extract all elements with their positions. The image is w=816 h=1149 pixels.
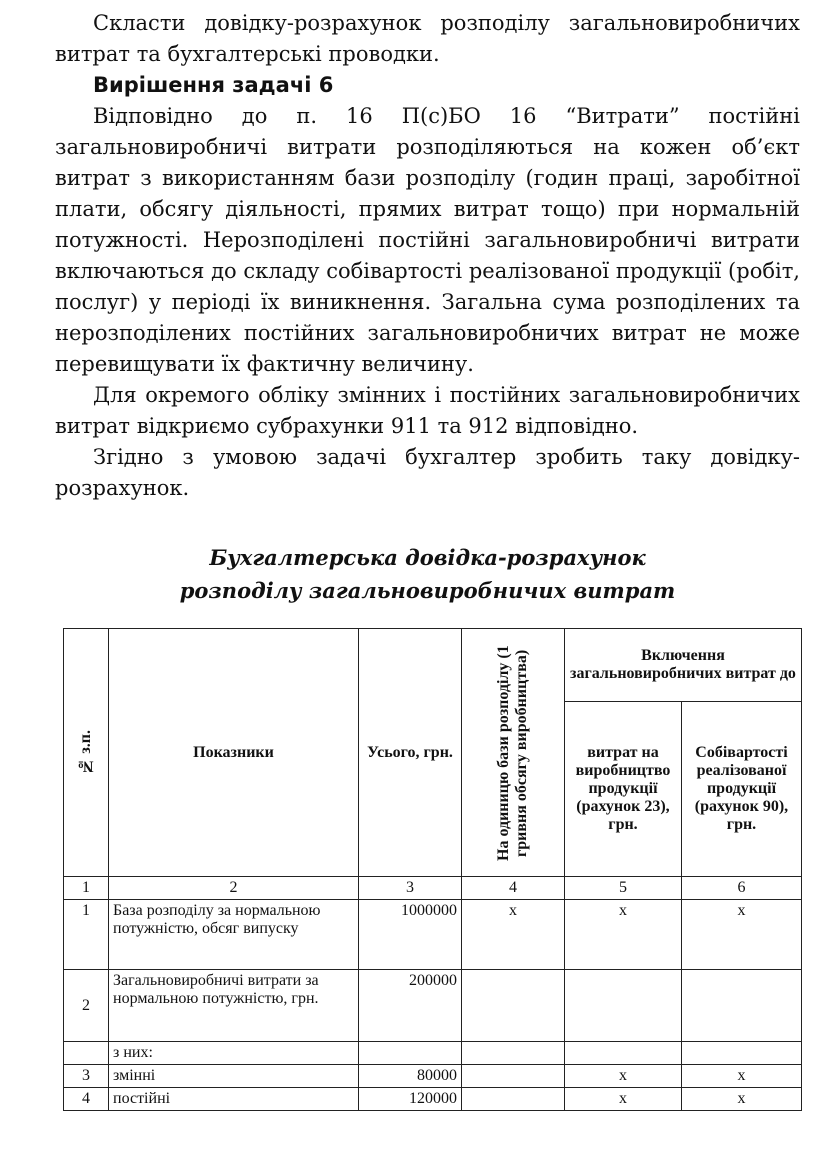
- allocation-table: [63, 628, 802, 1111]
- header-total: Усього, грн.: [359, 629, 462, 877]
- solution-heading: Вирішення задачі 6: [93, 73, 334, 97]
- paragraph-3: Згідно з умовою задачі бухгалтер зробить таку довідку-розрахунок.: [55, 445, 800, 500]
- caption-line-1: Бухгалтерська довідка-розрахунок: [209, 545, 646, 570]
- table-row: 3 змінні 80000 х х: [64, 1065, 802, 1088]
- header-indicators: Показники: [109, 629, 359, 877]
- paragraph-1: Відповідно до п. 16 П(с)БО 16 “Витрати” постійні загальновиробничі витрати розподіляються на кожен об’єкт витрат з використанням бази розподілу (годин праці, заробітної плати, обсягу діяльності, прямих витрат тощо) при нормальній потужності. Нерозподілені постійні загальновиробничі витрати включаються до складу собівартості реалізованої продукції (робіт, послуг) у періоді їх виникнення. Загальна сума розподілених та нерозподілених постійних загальновиробничих витрат не може перевищувати їх фактичну величину.: [55, 104, 800, 376]
- header-costs-23: витрат на виробництво продукції (рахунок 23), грн.: [565, 702, 682, 877]
- table-row: 2 Загальновиробничі витрати за нормальною потужністю, грн. 200000: [64, 970, 802, 1042]
- table-row: 4 постійні 120000 х х: [64, 1088, 802, 1111]
- header-per-unit: На одиницю бази розподілу (1 гривня обсягу виробництва): [462, 629, 565, 877]
- caption-line-2: розподілу загальновиробничих витрат: [179, 578, 676, 603]
- task-statement: Скласти довідку-розрахунок розподілу загальновиробничих витрат та бухгалтерські проводки.: [55, 11, 800, 66]
- table-row: з них:: [64, 1042, 802, 1065]
- column-number-row: 1 2 3 4 5 6: [64, 877, 802, 900]
- paragraph-2: Для окремого обліку змінних і постійних загальновиробничих витрат відкриємо субрахунки 911 та 912 відповідно.: [55, 383, 800, 438]
- table-caption: [55, 541, 800, 607]
- header-inclusion: Включення загальновиробничих витрат до: [565, 629, 802, 702]
- intro-text: [55, 8, 800, 504]
- header-cost-90: Собівартості реалізованої продукції (рахунок 90), грн.: [682, 702, 802, 877]
- table-row: 1 База розподілу за нормальною потужністю, обсяг випуску 1000000 х х х: [64, 900, 802, 970]
- header-num: № з.п.: [64, 629, 109, 877]
